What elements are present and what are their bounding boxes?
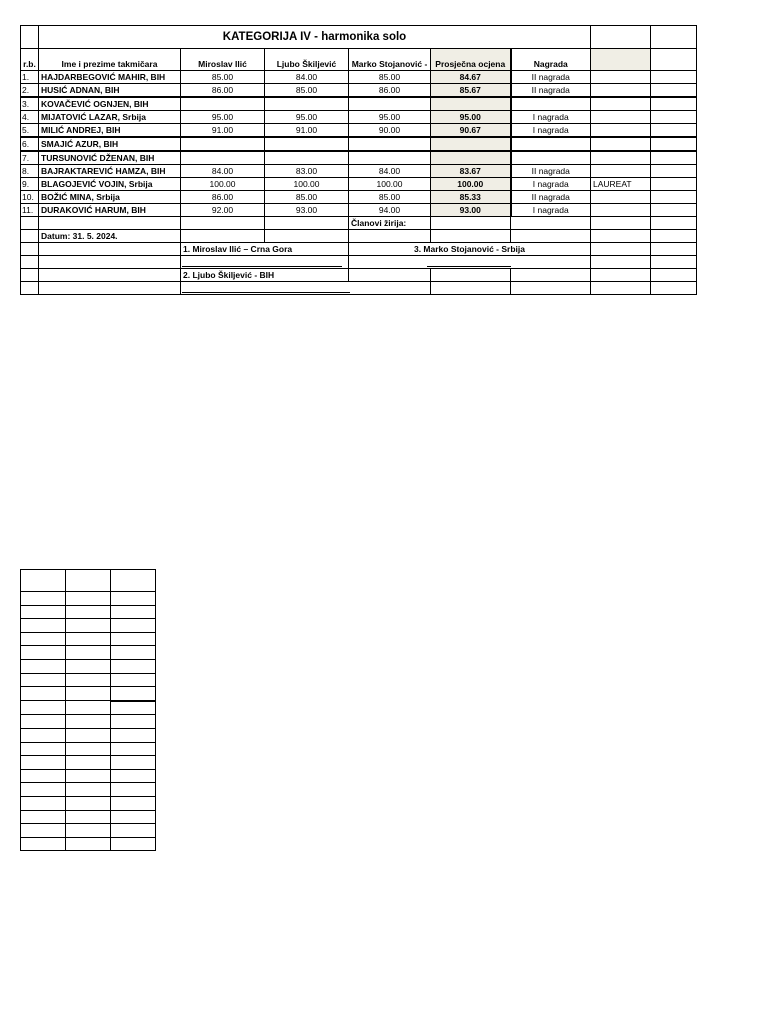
score-judge2: 85.00: [265, 84, 349, 98]
jury-member-3: 3. Marko Stojanović - Srbija: [349, 243, 591, 256]
empty-cell: [431, 230, 511, 243]
empty-cell: [511, 282, 591, 295]
note: [591, 191, 651, 204]
grid-cell: [111, 796, 156, 810]
empty-cell: [591, 230, 651, 243]
note: [591, 111, 651, 124]
empty-cell: [651, 191, 697, 204]
score-judge1: 91.00: [181, 124, 265, 138]
grid-cell: [21, 570, 66, 592]
score-judge1: 86.00: [181, 191, 265, 204]
empty-cell: [21, 282, 39, 295]
grid-cell: [66, 687, 111, 701]
contestant-name: MIJATOVIĆ LAZAR, Srbija: [39, 111, 181, 124]
award: [511, 151, 591, 165]
grid-cell: [111, 715, 156, 729]
note: [591, 151, 651, 165]
grid-cell: [66, 728, 111, 742]
grid-row: [21, 605, 156, 619]
score-judge3: 90.00: [349, 124, 431, 138]
award: II nagrada: [511, 71, 591, 84]
score-judge3: 86.00: [349, 84, 431, 98]
header-judge1: Miroslav Ilić: [181, 49, 265, 71]
average-score: [431, 137, 511, 151]
grid-cell: [66, 673, 111, 687]
empty-cell: [651, 243, 697, 256]
average-score: 85.33: [431, 191, 511, 204]
contestant-name: BAJRAKTAREVIĆ HAMZA, BIH: [39, 165, 181, 178]
grid-cell: [111, 701, 156, 715]
score-judge1: 95.00: [181, 111, 265, 124]
score-judge1: 85.00: [181, 71, 265, 84]
header-judge3: Marko Stojanović -: [349, 49, 431, 71]
grid-cell: [21, 756, 66, 770]
row-number: 11.: [21, 204, 39, 217]
empty-cell: [591, 269, 651, 282]
note: LAUREAT: [591, 178, 651, 191]
empty-cell: [651, 97, 697, 111]
grid-row: [21, 570, 156, 592]
note: [591, 84, 651, 98]
row-number: 6.: [21, 137, 39, 151]
grid-cell: [66, 570, 111, 592]
score-judge1: 86.00: [181, 84, 265, 98]
grid-cell: [21, 824, 66, 838]
grid-cell: [21, 659, 66, 673]
score-judge1: 100.00: [181, 178, 265, 191]
score-judge3: 95.00: [349, 111, 431, 124]
grid-cell: [111, 687, 156, 701]
contestant-name: DURAKOVIĆ HARUM, BIH: [39, 204, 181, 217]
grid-row: [21, 659, 156, 673]
award: I nagrada: [511, 204, 591, 217]
grid-row: [21, 673, 156, 687]
header-award: Nagrada: [511, 49, 591, 71]
table-row: [21, 178, 697, 191]
score-judge2: 100.00: [265, 178, 349, 191]
empty-cell: [21, 269, 39, 282]
grid-cell: [66, 632, 111, 646]
grid-cell: [21, 673, 66, 687]
header-name: Ime i prezime takmičara: [39, 49, 181, 71]
grid-row: [21, 837, 156, 851]
row-number: 3.: [21, 97, 39, 111]
grid-cell: [66, 824, 111, 838]
score-judge3: 100.00: [349, 178, 431, 191]
row-number: 9.: [21, 178, 39, 191]
award: I nagrada: [511, 124, 591, 138]
empty-cell: [651, 256, 697, 269]
grid-row: [21, 783, 156, 797]
row-number: 1.: [21, 71, 39, 84]
grid-cell: [111, 810, 156, 824]
row-number: 7.: [21, 151, 39, 165]
score-judge2: 85.00: [265, 191, 349, 204]
signature-line-1: [181, 256, 349, 269]
award: [511, 137, 591, 151]
empty-cell: [39, 217, 181, 230]
signature-line-3: [349, 256, 591, 269]
note: [591, 97, 651, 111]
average-score: [431, 97, 511, 111]
grid-cell: [21, 687, 66, 701]
empty-cell: [651, 269, 697, 282]
grid-cell: [21, 837, 66, 851]
empty-cell: [39, 282, 181, 295]
empty-cell: [21, 243, 39, 256]
signature-line: [182, 292, 350, 293]
row-number: 4.: [21, 111, 39, 124]
empty-cell: [39, 256, 181, 269]
table-row: [21, 282, 697, 295]
note: [591, 204, 651, 217]
empty-grid: [20, 569, 156, 851]
empty-cell: [651, 230, 697, 243]
empty-cell: [591, 243, 651, 256]
empty-cell: [349, 230, 431, 243]
grid-cell: [21, 605, 66, 619]
score-judge3: [349, 151, 431, 165]
table-row: [21, 217, 697, 230]
grid-cell: [66, 810, 111, 824]
grid-cell: [111, 837, 156, 851]
jury-member-2: 2. Ljubo Škiljević - BIH: [181, 269, 349, 282]
table-row: [21, 84, 697, 98]
grid-cell: [21, 646, 66, 660]
empty-cell: [181, 217, 265, 230]
signature-line: [182, 266, 342, 267]
row-number: 8.: [21, 165, 39, 178]
empty-cell: [591, 282, 651, 295]
grid-cell: [66, 646, 111, 660]
award: II nagrada: [511, 165, 591, 178]
contestant-name: HAJDARBEGOVIĆ MAHIR, BIH: [39, 71, 181, 84]
grid-cell: [111, 659, 156, 673]
empty-cell: [21, 230, 39, 243]
score-judge1: 92.00: [181, 204, 265, 217]
score-judge3: 84.00: [349, 165, 431, 178]
grid-cell: [111, 619, 156, 633]
score-judge2: [265, 151, 349, 165]
jury-member-1: 1. Miroslav Ilić – Crna Gora: [181, 243, 349, 256]
score-judge3: [349, 137, 431, 151]
table-row: [21, 230, 697, 243]
contestant-name: KOVAČEVIĆ OGNJEN, BIH: [39, 97, 181, 111]
empty-cell: [181, 230, 265, 243]
signature-line: [427, 266, 511, 267]
contestant-name: HUSIĆ ADNAN, BIH: [39, 84, 181, 98]
grid-cell: [66, 796, 111, 810]
header-average: Prosječna ocjena: [431, 49, 511, 71]
empty-cell: [651, 111, 697, 124]
empty-cell: [651, 282, 697, 295]
award: II nagrada: [511, 191, 591, 204]
grid-cell: [111, 769, 156, 783]
average-score: 95.00: [431, 111, 511, 124]
award: II nagrada: [511, 84, 591, 98]
grid-row: [21, 619, 156, 633]
row-number: 5.: [21, 124, 39, 138]
grid-cell: [66, 592, 111, 606]
empty-cell: [591, 217, 651, 230]
table-row: [21, 111, 697, 124]
note: [591, 137, 651, 151]
score-judge2: [265, 137, 349, 151]
empty-cell: [431, 282, 511, 295]
empty-cell: [651, 124, 697, 138]
contestant-name: TURSUNOVIĆ DŽENAN, BIH: [39, 151, 181, 165]
award: I nagrada: [511, 178, 591, 191]
row-number: 2.: [21, 84, 39, 98]
grid-row: [21, 742, 156, 756]
table-row: [21, 191, 697, 204]
average-score: 90.67: [431, 124, 511, 138]
contestant-name: MILIĆ ANDREJ, BIH: [39, 124, 181, 138]
empty-cell: [591, 256, 651, 269]
grid-row: [21, 810, 156, 824]
signature-line-2: [181, 282, 431, 295]
empty-cell: [265, 217, 349, 230]
score-judge1: [181, 137, 265, 151]
table-row: [21, 151, 697, 165]
note: [591, 124, 651, 138]
grid-cell: [21, 783, 66, 797]
grid-cell: [111, 824, 156, 838]
grid-cell: [111, 605, 156, 619]
score-judge3: 94.00: [349, 204, 431, 217]
score-judge2: 84.00: [265, 71, 349, 84]
average-score: 84.67: [431, 71, 511, 84]
row-number: 10.: [21, 191, 39, 204]
average-score: [431, 151, 511, 165]
table-row: [21, 97, 697, 111]
empty-cell: [651, 151, 697, 165]
grid-cell: [66, 619, 111, 633]
grid-cell: [111, 783, 156, 797]
contestant-name: BLAGOJEVIĆ VOJIN, Srbija: [39, 178, 181, 191]
table-row: [21, 137, 697, 151]
grid-cell: [21, 592, 66, 606]
date: Datum: 31. 5. 2024.: [39, 230, 181, 243]
grid-cell: [66, 769, 111, 783]
empty-cell: [39, 269, 181, 282]
grid-cell: [111, 742, 156, 756]
empty-cell: [265, 230, 349, 243]
empty-cell: [431, 269, 511, 282]
score-judge3: [349, 97, 431, 111]
empty-cell: [511, 217, 591, 230]
grid-cell: [21, 619, 66, 633]
empty-cell: [349, 269, 431, 282]
grid-cell: [66, 756, 111, 770]
grid-cell: [21, 769, 66, 783]
grid-cell: [111, 570, 156, 592]
grid-cell: [66, 605, 111, 619]
empty-cell: [651, 71, 697, 84]
grid-cell: [21, 810, 66, 824]
contestant-name: BOŽIĆ MINA, Srbija: [39, 191, 181, 204]
grid-cell: [111, 646, 156, 660]
grid-row: [21, 756, 156, 770]
results-table: [20, 25, 697, 295]
grid-row: [21, 824, 156, 838]
score-judge1: [181, 97, 265, 111]
grid-cell: [66, 742, 111, 756]
grid-cell: [66, 659, 111, 673]
grid-cell: [21, 796, 66, 810]
grid-cell: [21, 701, 66, 715]
grid-cell: [21, 715, 66, 729]
note: [591, 71, 651, 84]
empty-cell: [651, 204, 697, 217]
table-row: [21, 124, 697, 138]
contestant-name: SMAJIĆ AZUR, BIH: [39, 137, 181, 151]
empty-cell: [21, 217, 39, 230]
grid-cell: [21, 632, 66, 646]
empty-cell: [651, 137, 697, 151]
score-judge2: 93.00: [265, 204, 349, 217]
empty-cell: [39, 243, 181, 256]
grid-row: [21, 687, 156, 701]
grid-cell: [66, 701, 111, 715]
note: [591, 165, 651, 178]
grid-cell: [66, 837, 111, 851]
grid-row: [21, 632, 156, 646]
jury-label: Članovi žirija:: [349, 217, 431, 230]
grid-cell: [111, 673, 156, 687]
average-score: 100.00: [431, 178, 511, 191]
grid-row: [21, 728, 156, 742]
empty-cell: [651, 165, 697, 178]
award: [511, 97, 591, 111]
grid-cell: [21, 728, 66, 742]
grid-row: [21, 592, 156, 606]
score-judge3: 85.00: [349, 71, 431, 84]
grid-cell: [21, 742, 66, 756]
grid-row: [21, 701, 156, 715]
score-judge1: [181, 151, 265, 165]
score-judge2: [265, 97, 349, 111]
grid-cell: [111, 632, 156, 646]
award: I nagrada: [511, 111, 591, 124]
score-judge1: 84.00: [181, 165, 265, 178]
average-score: 93.00: [431, 204, 511, 217]
header-judge2: Ljubo Škiljević: [265, 49, 349, 71]
table-row: [21, 256, 697, 269]
grid-row: [21, 715, 156, 729]
empty-cell: [511, 230, 591, 243]
table-row: [21, 269, 697, 282]
grid-row: [21, 646, 156, 660]
grid-cell: [111, 756, 156, 770]
empty-cell: [431, 217, 511, 230]
average-score: 85.67: [431, 84, 511, 98]
empty-cell: [651, 178, 697, 191]
empty-cell: [21, 256, 39, 269]
grid-cell: [111, 592, 156, 606]
score-judge2: 83.00: [265, 165, 349, 178]
grid-row: [21, 796, 156, 810]
grid-cell: [66, 715, 111, 729]
score-judge3: 85.00: [349, 191, 431, 204]
empty-cell: [651, 217, 697, 230]
grid-cell: [111, 728, 156, 742]
table-row: [21, 71, 697, 84]
score-judge2: 91.00: [265, 124, 349, 138]
header-rb: r.b.: [21, 49, 39, 71]
score-judge2: 95.00: [265, 111, 349, 124]
grid-row: [21, 769, 156, 783]
table-row: [21, 243, 697, 256]
grid-cell: [66, 783, 111, 797]
empty-cell: [651, 84, 697, 98]
empty-cell: [511, 269, 591, 282]
page-title: KATEGORIJA IV - harmonika solo: [39, 26, 591, 49]
average-score: 83.67: [431, 165, 511, 178]
table-row: [21, 204, 697, 217]
table-row: [21, 165, 697, 178]
